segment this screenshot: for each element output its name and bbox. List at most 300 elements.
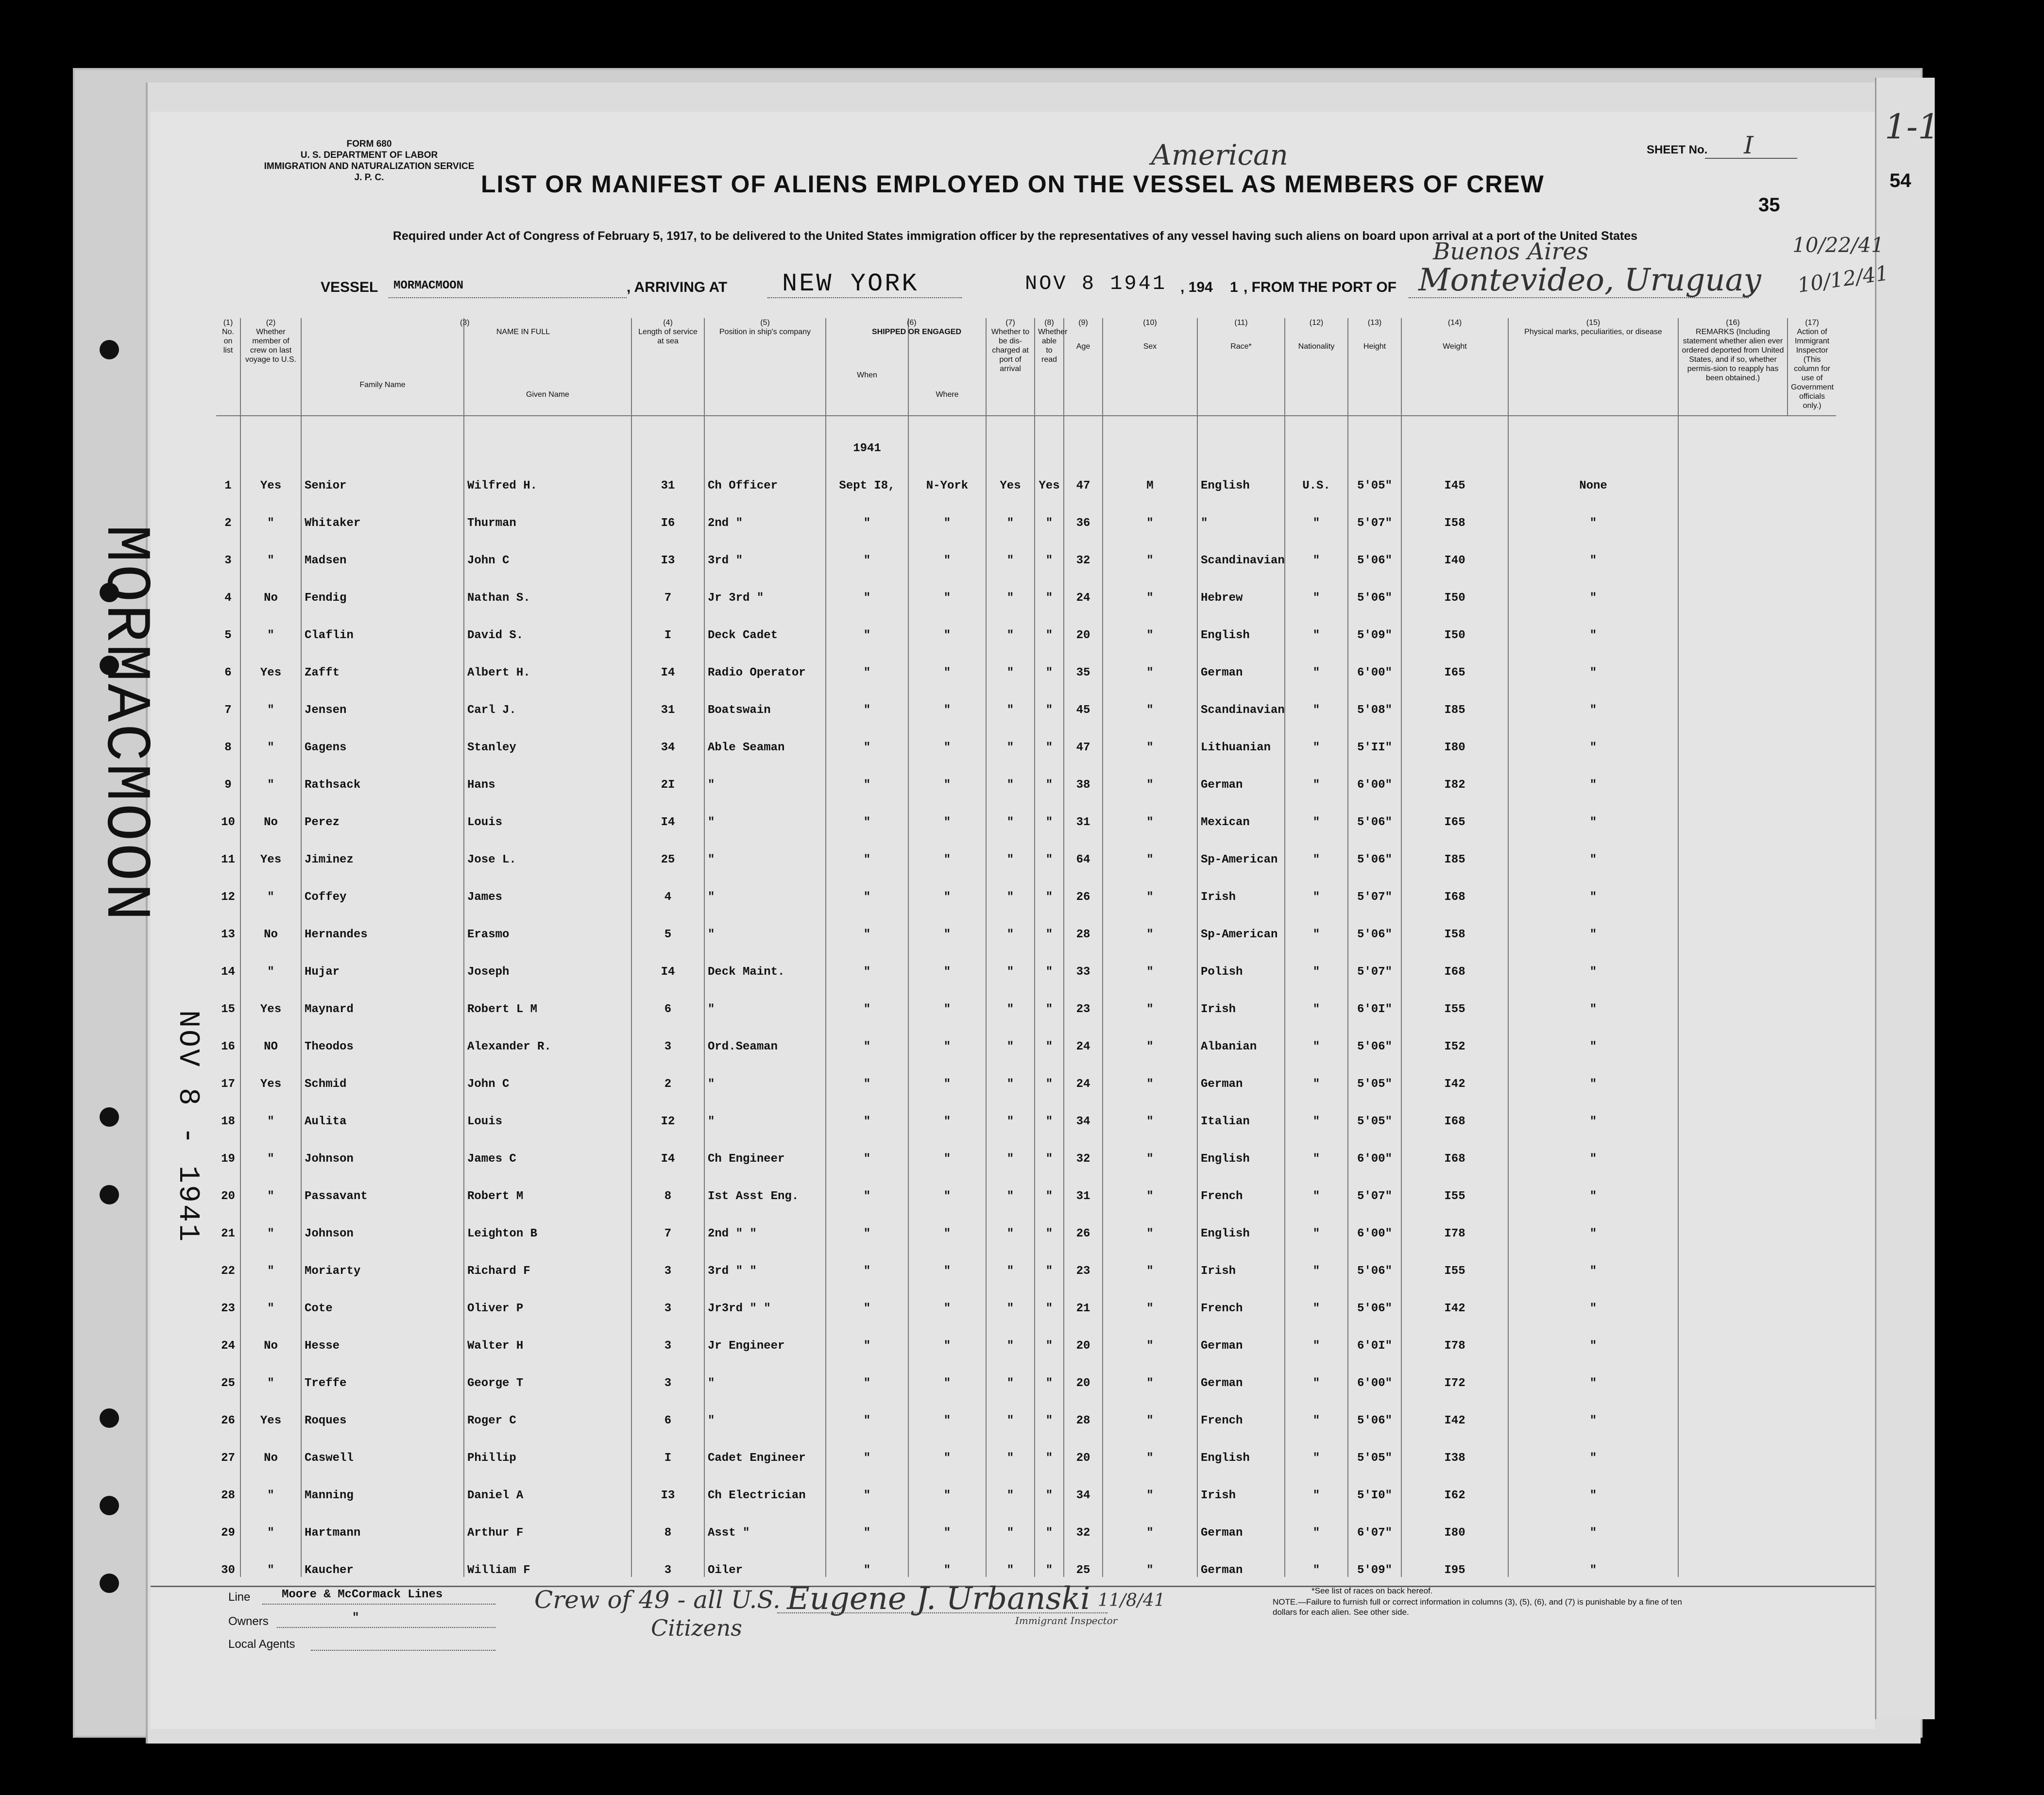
inspector-underline bbox=[777, 1612, 1107, 1613]
cell-no: 11 bbox=[216, 829, 240, 866]
cell-last-voyage: " bbox=[240, 605, 301, 642]
from-port-1: Buenos Aires bbox=[1433, 238, 1589, 265]
cell-race: German bbox=[1197, 642, 1285, 679]
cell-last-voyage: " bbox=[240, 717, 301, 754]
cell-nationality: " bbox=[1285, 567, 1348, 605]
cell-no: 9 bbox=[216, 754, 240, 792]
cell-race: Irish bbox=[1197, 1240, 1285, 1278]
cell-length-service: 7 bbox=[631, 1203, 704, 1240]
cell-family-name: Gagens bbox=[301, 717, 464, 754]
cell-sex: " bbox=[1103, 492, 1197, 530]
cell-length-service: I2 bbox=[631, 1091, 704, 1128]
cell-when: " bbox=[826, 1166, 908, 1203]
cell-race: German bbox=[1197, 1502, 1285, 1540]
col-header-height: (13) Height bbox=[1348, 318, 1401, 416]
cell-height: 5'05" bbox=[1348, 1091, 1401, 1128]
vessel-underline bbox=[389, 297, 627, 298]
cell-given-name: Stanley bbox=[464, 717, 631, 754]
cell-discharged: " bbox=[986, 567, 1035, 605]
cell-discharged: " bbox=[986, 642, 1035, 679]
cell-height: 6'00" bbox=[1348, 754, 1401, 792]
cell-position: " bbox=[704, 979, 826, 1016]
cell-remarks bbox=[1678, 1203, 1788, 1240]
cell-age: 23 bbox=[1064, 979, 1103, 1016]
col-header-length-service: (4) Length of service at sea bbox=[631, 318, 704, 416]
cell-sex: " bbox=[1103, 1091, 1197, 1128]
cell-age: 20 bbox=[1064, 1353, 1103, 1390]
cell-length-service: 5 bbox=[631, 904, 704, 941]
cell-when: " bbox=[826, 979, 908, 1016]
cell-remarks bbox=[1678, 492, 1788, 530]
cell-when: " bbox=[826, 1091, 908, 1128]
cell-nationality: " bbox=[1285, 605, 1348, 642]
cell-length-service: 3 bbox=[631, 1353, 704, 1390]
col-header-nationality: (12) Nationality bbox=[1285, 318, 1348, 416]
cell-sex: " bbox=[1103, 1315, 1197, 1353]
cell-no: 21 bbox=[216, 1203, 240, 1240]
cell-given-name: Nathan S. bbox=[464, 567, 631, 605]
cell-able-read: " bbox=[1035, 1540, 1064, 1577]
cell-race: German bbox=[1197, 1353, 1285, 1390]
cell-sex: " bbox=[1103, 1502, 1197, 1540]
cell-weight: I85 bbox=[1401, 679, 1508, 717]
cell-family-name: Roques bbox=[301, 1390, 464, 1427]
cell-length-service: 2 bbox=[631, 1053, 704, 1091]
cell-race: Polish bbox=[1197, 941, 1285, 979]
binder-hole bbox=[100, 1496, 119, 1515]
cell-last-voyage: " bbox=[240, 492, 301, 530]
cell-remarks bbox=[1678, 941, 1788, 979]
cell-no: 27 bbox=[216, 1427, 240, 1465]
cell-physical-marks: " bbox=[1508, 866, 1678, 904]
cell-family-name: Claflin bbox=[301, 605, 464, 642]
cell-family-name: Jensen bbox=[301, 679, 464, 717]
table-row bbox=[216, 1240, 1836, 1278]
cell-remarks bbox=[1678, 1465, 1788, 1502]
cell-given-name: Leighton B bbox=[464, 1203, 631, 1240]
cell-sex: " bbox=[1103, 1016, 1197, 1053]
cell-last-voyage: No bbox=[240, 792, 301, 829]
cell-age: 20 bbox=[1064, 1315, 1103, 1353]
cell-discharged: " bbox=[986, 1053, 1035, 1091]
races-note: *See list of races on back hereof. bbox=[1312, 1586, 1433, 1595]
cell-discharged: " bbox=[986, 866, 1035, 904]
cell-remarks bbox=[1678, 455, 1788, 492]
cell-no: 8 bbox=[216, 717, 240, 754]
table-row bbox=[216, 1091, 1836, 1128]
cell-no: 19 bbox=[216, 1128, 240, 1166]
cell-age: 24 bbox=[1064, 1053, 1103, 1091]
cell-position: Able Seaman bbox=[704, 717, 826, 754]
cell-where: " bbox=[908, 1278, 986, 1315]
cell-age: 31 bbox=[1064, 792, 1103, 829]
cell-no: 29 bbox=[216, 1502, 240, 1540]
cell-physical-marks: " bbox=[1508, 754, 1678, 792]
cell-when: " bbox=[826, 1427, 908, 1465]
cell-family-name: Hernandes bbox=[301, 904, 464, 941]
cell-remarks bbox=[1678, 1278, 1788, 1315]
cell-able-read: " bbox=[1035, 1091, 1064, 1128]
vessel-value: MORMACMOON bbox=[393, 279, 464, 292]
table-row bbox=[216, 530, 1836, 567]
cell-discharged: " bbox=[986, 1315, 1035, 1353]
cell-weight: I80 bbox=[1401, 1502, 1508, 1540]
cell-last-voyage: Yes bbox=[240, 1053, 301, 1091]
binder-hole bbox=[100, 1107, 119, 1127]
date-2: 10/12/41 bbox=[1796, 261, 1891, 297]
cell-sex: M bbox=[1103, 455, 1197, 492]
cell-sex: " bbox=[1103, 1353, 1197, 1390]
cell-length-service: 3 bbox=[631, 1315, 704, 1353]
cell-discharged: " bbox=[986, 1091, 1035, 1128]
cell-length-service: 3 bbox=[631, 1016, 704, 1053]
cell-height: 5'07" bbox=[1348, 866, 1401, 904]
cell-race: Scandinavian bbox=[1197, 679, 1285, 717]
cell-weight: I68 bbox=[1401, 866, 1508, 904]
cell-age: 20 bbox=[1064, 1427, 1103, 1465]
table-row bbox=[216, 1540, 1836, 1577]
cell-physical-marks: " bbox=[1508, 941, 1678, 979]
cell-discharged: " bbox=[986, 1240, 1035, 1278]
cell-length-service: I4 bbox=[631, 941, 704, 979]
cell-nationality: " bbox=[1285, 1502, 1348, 1540]
cell-position: " bbox=[704, 1390, 826, 1427]
cell-family-name: Cote bbox=[301, 1278, 464, 1315]
cell-height: 5'09" bbox=[1348, 605, 1401, 642]
side-vessel-stamp: MORMACMOON bbox=[89, 525, 160, 923]
cell-discharged: " bbox=[986, 679, 1035, 717]
cell-position: " bbox=[704, 1091, 826, 1128]
cell-length-service: 3 bbox=[631, 1278, 704, 1315]
cell-able-read: Yes bbox=[1035, 455, 1064, 492]
cell-height: 5'06" bbox=[1348, 530, 1401, 567]
cell-last-voyage: Yes bbox=[240, 455, 301, 492]
col-header-given-name: Given Name bbox=[464, 318, 631, 416]
arriving-label: , ARRIVING AT bbox=[627, 279, 728, 295]
cell-discharged: " bbox=[986, 1016, 1035, 1053]
cell-family-name: Fendig bbox=[301, 567, 464, 605]
cell-when: " bbox=[826, 1315, 908, 1353]
cell-weight: I82 bbox=[1401, 754, 1508, 792]
cell-remarks bbox=[1678, 829, 1788, 866]
cell-physical-marks: " bbox=[1508, 1240, 1678, 1278]
cell-nationality: " bbox=[1285, 492, 1348, 530]
cell-weight: I78 bbox=[1401, 1203, 1508, 1240]
cell-able-read: " bbox=[1035, 866, 1064, 904]
cell-position: Deck Maint. bbox=[704, 941, 826, 979]
cell-race: French bbox=[1197, 1390, 1285, 1427]
table-row bbox=[216, 1128, 1836, 1166]
cell-race: English bbox=[1197, 1128, 1285, 1166]
cell-nationality: " bbox=[1285, 829, 1348, 866]
cell-last-voyage: Yes bbox=[240, 829, 301, 866]
cell-when: " bbox=[826, 866, 908, 904]
cell-given-name: Daniel A bbox=[464, 1465, 631, 1502]
cell-sex: " bbox=[1103, 1390, 1197, 1427]
agents-underline bbox=[311, 1650, 495, 1651]
cell-length-service: 8 bbox=[631, 1166, 704, 1203]
cell-family-name: Coffey bbox=[301, 866, 464, 904]
cell-when: " bbox=[826, 567, 908, 605]
cell-height: 6'00" bbox=[1348, 642, 1401, 679]
cell-physical-marks: " bbox=[1508, 1390, 1678, 1427]
cell-no: 28 bbox=[216, 1465, 240, 1502]
cell-when: " bbox=[826, 605, 908, 642]
cell-race: German bbox=[1197, 1315, 1285, 1353]
cell-race: Sp-American bbox=[1197, 904, 1285, 941]
owners-value: " bbox=[352, 1611, 359, 1625]
cell-physical-marks: " bbox=[1508, 1502, 1678, 1540]
cell-last-voyage: " bbox=[240, 1502, 301, 1540]
cell-given-name: Louis bbox=[464, 792, 631, 829]
cell-height: 5'06" bbox=[1348, 904, 1401, 941]
cell-no: 12 bbox=[216, 866, 240, 904]
col-header-family-name: (3) NAME IN FULL Family Name bbox=[301, 318, 464, 416]
cell-position: Jr3rd " " bbox=[704, 1278, 826, 1315]
table-row bbox=[216, 1390, 1836, 1427]
col-header-physical-marks: (15) Physical marks, peculiarities, or disease bbox=[1508, 318, 1678, 416]
cell-last-voyage: Yes bbox=[240, 979, 301, 1016]
cell-position: Ist Asst Eng. bbox=[704, 1166, 826, 1203]
cell-age: 23 bbox=[1064, 1240, 1103, 1278]
cell-able-read: " bbox=[1035, 979, 1064, 1016]
cell-length-service: I4 bbox=[631, 1128, 704, 1166]
cell-able-read: " bbox=[1035, 1166, 1064, 1203]
cell-weight: I68 bbox=[1401, 1091, 1508, 1128]
cell-sex: " bbox=[1103, 979, 1197, 1016]
cell-nationality: " bbox=[1285, 679, 1348, 717]
cell-no: 4 bbox=[216, 567, 240, 605]
cell-age: 26 bbox=[1064, 1203, 1103, 1240]
col-header-age: (9) Age bbox=[1064, 318, 1103, 416]
cell-weight: I45 bbox=[1401, 455, 1508, 492]
cell-last-voyage: " bbox=[240, 1465, 301, 1502]
cell-race: Irish bbox=[1197, 866, 1285, 904]
cell-nationality: " bbox=[1285, 1166, 1348, 1203]
cell-last-voyage: No bbox=[240, 567, 301, 605]
column-header-row bbox=[216, 318, 1836, 416]
cell-sex: " bbox=[1103, 567, 1197, 605]
cell-sex: " bbox=[1103, 1203, 1197, 1240]
cell-family-name: Caswell bbox=[301, 1427, 464, 1465]
line-value: Moore & McCormack Lines bbox=[282, 1588, 443, 1601]
cell-position: Oiler bbox=[704, 1540, 826, 1577]
cell-where: " bbox=[908, 717, 986, 754]
crew-manifest-table bbox=[216, 318, 1836, 1577]
cell-height: 6'00" bbox=[1348, 1353, 1401, 1390]
service-name: IMMIGRATION AND NATURALIZATION SERVICE bbox=[264, 161, 475, 171]
line-label: Line bbox=[228, 1591, 251, 1604]
cell-weight: I55 bbox=[1401, 1166, 1508, 1203]
cell-position: Jr 3rd " bbox=[704, 567, 826, 605]
cell-sex: " bbox=[1103, 1166, 1197, 1203]
cell-physical-marks: " bbox=[1508, 717, 1678, 754]
cell-able-read: " bbox=[1035, 792, 1064, 829]
cell-given-name: James C bbox=[464, 1128, 631, 1166]
cell-no: 1 bbox=[216, 455, 240, 492]
vessel-label: VESSEL bbox=[321, 279, 378, 295]
cell-physical-marks: " bbox=[1508, 979, 1678, 1016]
cell-weight: I65 bbox=[1401, 642, 1508, 679]
cell-given-name: Oliver P bbox=[464, 1278, 631, 1315]
cell-discharged: " bbox=[986, 904, 1035, 941]
cell-length-service: 25 bbox=[631, 829, 704, 866]
cell-no: 5 bbox=[216, 605, 240, 642]
cell-nationality: " bbox=[1285, 1315, 1348, 1353]
cell-physical-marks: " bbox=[1508, 1091, 1678, 1128]
col-header-race: (11) Race* bbox=[1197, 318, 1285, 416]
cell-length-service: 3 bbox=[631, 1540, 704, 1577]
cell-physical-marks: " bbox=[1508, 792, 1678, 829]
cell-given-name: John C bbox=[464, 530, 631, 567]
cell-weight: I68 bbox=[1401, 1128, 1508, 1166]
cell-no: 24 bbox=[216, 1315, 240, 1353]
cell-length-service: 7 bbox=[631, 567, 704, 605]
cell-able-read: " bbox=[1035, 530, 1064, 567]
cell-able-read: " bbox=[1035, 754, 1064, 792]
cell-height: 5'06" bbox=[1348, 792, 1401, 829]
cell-remarks bbox=[1678, 1540, 1788, 1577]
page-number: 35 bbox=[1758, 194, 1780, 216]
cell-able-read: " bbox=[1035, 1315, 1064, 1353]
cell-when: " bbox=[826, 792, 908, 829]
cell-height: 5'06" bbox=[1348, 1278, 1401, 1315]
cell-where: " bbox=[908, 1390, 986, 1427]
cell-height: 6'0I" bbox=[1348, 979, 1401, 1016]
cell-able-read: " bbox=[1035, 679, 1064, 717]
cell-when: " bbox=[826, 941, 908, 979]
cell-position: Cadet Engineer bbox=[704, 1427, 826, 1465]
table-row bbox=[216, 1166, 1836, 1203]
printer-initials: J. P. C. bbox=[354, 172, 384, 183]
cell-nationality: " bbox=[1285, 792, 1348, 829]
cell-family-name: Madsen bbox=[301, 530, 464, 567]
col-header-able-read: (8) Whether able to read bbox=[1035, 318, 1064, 416]
cell-height: 6'00" bbox=[1348, 1128, 1401, 1166]
cell-height: 5'07" bbox=[1348, 941, 1401, 979]
cell-height: 5'05" bbox=[1348, 1427, 1401, 1465]
cell-height: 5'07" bbox=[1348, 492, 1401, 530]
cell-remarks bbox=[1678, 754, 1788, 792]
col-header-discharged: (7) Whether to be dis-charged at port of arrival bbox=[986, 318, 1035, 416]
cell-weight: I78 bbox=[1401, 1315, 1508, 1353]
table-row bbox=[216, 941, 1836, 979]
cell-weight: I50 bbox=[1401, 567, 1508, 605]
cell-where: " bbox=[908, 1465, 986, 1502]
cell-length-service: 3 bbox=[631, 1240, 704, 1278]
cell-position: Radio Operator bbox=[704, 642, 826, 679]
cell-last-voyage: No bbox=[240, 904, 301, 941]
cell-last-voyage: " bbox=[240, 1540, 301, 1577]
cell-where: " bbox=[908, 904, 986, 941]
handwritten-citizens-note: Citizens bbox=[651, 1615, 742, 1641]
cell-remarks bbox=[1678, 679, 1788, 717]
table-row bbox=[216, 904, 1836, 941]
cell-nationality: " bbox=[1285, 1353, 1348, 1390]
date-1: 10/22/41 bbox=[1792, 233, 1884, 257]
cell-no: 14 bbox=[216, 941, 240, 979]
cell-nationality: " bbox=[1285, 941, 1348, 979]
cell-discharged: " bbox=[986, 754, 1035, 792]
from-label: , FROM THE PORT OF bbox=[1243, 279, 1397, 295]
cell-position: Ord.Seaman bbox=[704, 1016, 826, 1053]
cell-last-voyage: " bbox=[240, 530, 301, 567]
arriving-underline bbox=[767, 297, 962, 298]
cell-when: " bbox=[826, 1465, 908, 1502]
cell-age: 34 bbox=[1064, 1091, 1103, 1128]
cell-age: 24 bbox=[1064, 1016, 1103, 1053]
cell-weight: I62 bbox=[1401, 1465, 1508, 1502]
cell-weight: I42 bbox=[1401, 1390, 1508, 1427]
cell-length-service: 31 bbox=[631, 679, 704, 717]
cell-given-name: Joseph bbox=[464, 941, 631, 979]
cell-race: German bbox=[1197, 754, 1285, 792]
owners-underline bbox=[277, 1627, 495, 1628]
cell-able-read: " bbox=[1035, 1240, 1064, 1278]
cell-remarks bbox=[1678, 792, 1788, 829]
cell-physical-marks: " bbox=[1508, 1278, 1678, 1315]
cell-no: 26 bbox=[216, 1390, 240, 1427]
cell-family-name: Hujar bbox=[301, 941, 464, 979]
cell-family-name: Passavant bbox=[301, 1166, 464, 1203]
cell-given-name: Hans bbox=[464, 754, 631, 792]
cell-given-name: Phillip bbox=[464, 1427, 631, 1465]
table-row bbox=[216, 679, 1836, 717]
table-row bbox=[216, 792, 1836, 829]
cell-no: 15 bbox=[216, 979, 240, 1016]
cell-sex: " bbox=[1103, 605, 1197, 642]
cell-physical-marks: " bbox=[1508, 1353, 1678, 1390]
cell-sex: " bbox=[1103, 904, 1197, 941]
cell-where: " bbox=[908, 979, 986, 1016]
cell-weight: I95 bbox=[1401, 1540, 1508, 1577]
cell-physical-marks: " bbox=[1508, 679, 1678, 717]
cell-discharged: " bbox=[986, 829, 1035, 866]
cell-length-service: 6 bbox=[631, 1390, 704, 1427]
cell-given-name: William F bbox=[464, 1540, 631, 1577]
cell-when: " bbox=[826, 1053, 908, 1091]
cell-weight: I50 bbox=[1401, 605, 1508, 642]
cell-given-name: Carl J. bbox=[464, 679, 631, 717]
cell-discharged: " bbox=[986, 1465, 1035, 1502]
cell-when: " bbox=[826, 1016, 908, 1053]
cell-remarks bbox=[1678, 1128, 1788, 1166]
cell-position: 3rd " bbox=[704, 530, 826, 567]
cell-last-voyage: " bbox=[240, 754, 301, 792]
cell-length-service: I bbox=[631, 1427, 704, 1465]
cell-where: " bbox=[908, 567, 986, 605]
cell-able-read: " bbox=[1035, 1390, 1064, 1427]
cell-given-name: Robert L M bbox=[464, 979, 631, 1016]
cell-family-name: Treffe bbox=[301, 1353, 464, 1390]
cell-position: " bbox=[704, 904, 826, 941]
cell-position: Ch Electrician bbox=[704, 1465, 826, 1502]
cell-age: 21 bbox=[1064, 1278, 1103, 1315]
cell-no: 3 bbox=[216, 530, 240, 567]
cell-able-read: " bbox=[1035, 1427, 1064, 1465]
binder-hole bbox=[100, 340, 119, 359]
cell-sex: " bbox=[1103, 1128, 1197, 1166]
cell-family-name: Kaucher bbox=[301, 1540, 464, 1577]
cell-weight: I80 bbox=[1401, 717, 1508, 754]
subtitle: Required under Act of Congress of February 5, 1917, to be delivered to the United States immigration officer by the representatives of any vessel having such aliens on board upon arrival at a port of the United States bbox=[392, 229, 1638, 243]
table-row bbox=[216, 455, 1836, 492]
cell-remarks bbox=[1678, 1353, 1788, 1390]
margin-number: 54 bbox=[1890, 170, 1911, 191]
cell-able-read: " bbox=[1035, 829, 1064, 866]
cell-family-name: Senior bbox=[301, 455, 464, 492]
cell-age: 24 bbox=[1064, 567, 1103, 605]
